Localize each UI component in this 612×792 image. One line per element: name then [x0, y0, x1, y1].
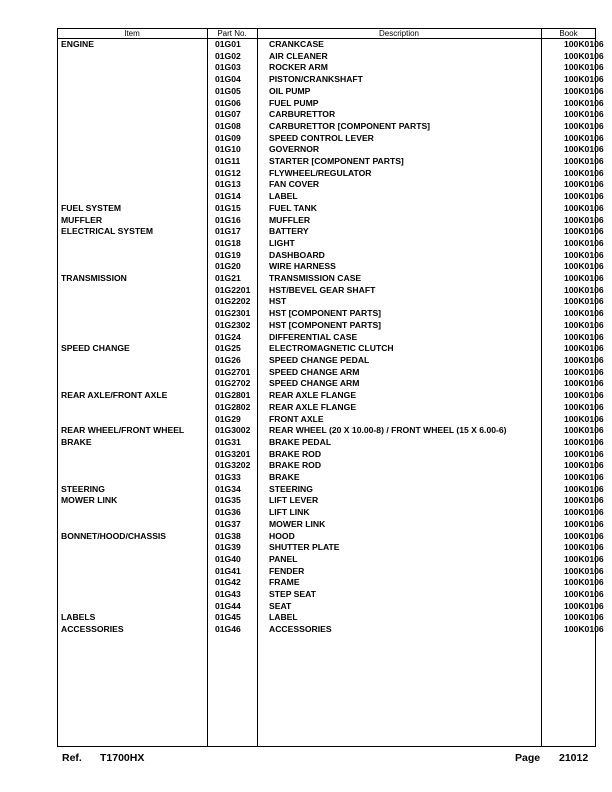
item-cell: [57, 109, 211, 121]
table-row: [57, 437, 612, 449]
description-cell: HOOD: [269, 530, 295, 541]
book-cell: 100K0106: [564, 284, 604, 295]
item-cell: [57, 519, 211, 531]
part-no-cell: 01G21: [215, 273, 241, 284]
table-row: [57, 589, 612, 601]
description-cell: STEERING: [269, 483, 313, 494]
item-cell: [57, 86, 211, 98]
item-cell: ELECTRICAL SYSTEM: [61, 226, 153, 237]
part-no-cell: 01G03: [215, 62, 241, 73]
book-cell: 100K0106: [564, 436, 604, 447]
table-row: [57, 51, 612, 63]
column-header-item: Item: [124, 29, 140, 38]
description-cell: WIRE HARNESS: [269, 261, 336, 272]
book-cell: 100K0106: [564, 331, 604, 342]
description-cell: FRONT AXLE: [269, 413, 324, 424]
item-cell: BONNET/HOOD/CHASSIS: [61, 530, 167, 541]
table-row: [57, 226, 612, 238]
footer-page-number: 21012: [559, 752, 589, 764]
book-cell: 100K0106: [564, 50, 604, 61]
table-row: [57, 343, 612, 355]
description-cell: BRAKE ROD: [269, 460, 322, 471]
description-cell: PANEL: [269, 553, 298, 564]
book-cell: 100K0106: [564, 378, 604, 389]
table-row: [57, 156, 612, 168]
part-no-cell: 01G2201: [215, 284, 251, 295]
part-no-cell: 01G05: [215, 85, 241, 96]
part-no-cell: 01G20: [215, 261, 241, 272]
book-cell: 100K0106: [564, 472, 604, 483]
book-cell: 100K0106: [564, 202, 604, 213]
item-cell: REAR WHEEL/FRONT WHEEL: [61, 425, 185, 436]
item-cell: [57, 74, 211, 86]
book-cell: 100K0106: [564, 624, 604, 635]
table-row: [57, 296, 612, 308]
table-row: [57, 425, 612, 437]
description-cell: SPEED CHANGE ARM: [269, 378, 360, 389]
table-row: [57, 250, 612, 262]
footer-page-label: Page: [515, 752, 541, 764]
book-cell: 100K0106: [564, 62, 604, 73]
part-no-cell: 01G14: [215, 191, 241, 202]
item-cell: [57, 250, 211, 262]
book-cell: 100K0106: [564, 483, 604, 494]
item-cell: STEERING: [61, 483, 105, 494]
table-row: [57, 378, 612, 390]
table-row: [57, 355, 612, 367]
table-row: [57, 261, 612, 273]
description-cell: LABEL: [269, 612, 298, 623]
table-row: [57, 624, 612, 636]
book-cell: 100K0106: [564, 507, 604, 518]
item-cell: [57, 577, 211, 589]
book-cell: 100K0106: [564, 120, 604, 131]
item-cell: [57, 144, 211, 156]
part-no-cell: 01G09: [215, 132, 241, 143]
table-row: [57, 414, 612, 426]
item-cell: [57, 179, 211, 191]
book-cell: 100K0106: [564, 530, 604, 541]
book-cell: 100K0106: [564, 565, 604, 576]
item-cell: [57, 367, 211, 379]
book-cell: 100K0106: [564, 542, 604, 553]
table-row: [57, 472, 612, 484]
description-cell: REAR WHEEL (20 X 10.00-8) / FRONT WHEEL (15 X 6.00-6): [269, 425, 507, 436]
part-no-cell: 01G24: [215, 331, 241, 342]
book-cell: 100K0106: [564, 273, 604, 284]
item-cell: [57, 601, 211, 613]
item-cell: [57, 332, 211, 344]
description-cell: HST [COMPONENT PARTS]: [269, 308, 382, 319]
table-row: [57, 144, 612, 156]
part-no-cell: 01G2802: [215, 401, 251, 412]
part-no-cell: 01G40: [215, 553, 241, 564]
part-no-cell: 01G13: [215, 179, 241, 190]
item-cell: [57, 98, 211, 110]
book-cell: 100K0106: [564, 249, 604, 260]
description-cell: BRAKE ROD: [269, 448, 322, 459]
part-no-cell: 01G2701: [215, 366, 251, 377]
description-cell: FRAME: [269, 577, 300, 588]
part-no-cell: 01G34: [215, 483, 241, 494]
item-cell: [57, 542, 211, 554]
part-no-cell: 01G39: [215, 542, 241, 553]
description-cell: AIR CLEANER: [269, 50, 328, 61]
book-cell: 100K0106: [564, 401, 604, 412]
item-cell: REAR AXLE/FRONT AXLE: [61, 390, 168, 401]
part-no-cell: 01G25: [215, 343, 241, 354]
book-cell: 100K0106: [564, 425, 604, 436]
item-cell: [57, 507, 211, 519]
item-cell: [57, 378, 211, 390]
item-cell: [57, 472, 211, 484]
book-cell: 100K0106: [564, 191, 604, 202]
part-no-cell: 01G38: [215, 530, 241, 541]
part-no-cell: 01G2702: [215, 378, 251, 389]
description-cell: LIGHT: [269, 237, 295, 248]
table-row: [57, 320, 612, 332]
item-cell: [57, 261, 211, 273]
item-cell: LABELS: [61, 612, 96, 623]
table-row: [57, 285, 612, 297]
part-no-cell: 01G2202: [215, 296, 251, 307]
item-cell: [57, 554, 211, 566]
description-cell: BRAKE: [269, 472, 300, 483]
part-no-cell: 01G26: [215, 354, 241, 365]
book-cell: 100K0106: [564, 366, 604, 377]
book-cell: 100K0106: [564, 495, 604, 506]
item-cell: [57, 156, 211, 168]
book-cell: 100K0106: [564, 308, 604, 319]
description-cell: STEP SEAT: [269, 589, 316, 600]
book-cell: 100K0106: [564, 518, 604, 529]
book-cell: 100K0106: [564, 85, 604, 96]
table-bottom-rule: [57, 746, 596, 747]
part-no-cell: 01G08: [215, 120, 241, 131]
item-cell: [57, 320, 211, 332]
table-row: [57, 554, 612, 566]
column-header-description: Description: [378, 29, 419, 38]
part-no-cell: 01G35: [215, 495, 241, 506]
parts-index-sheet: [57, 28, 604, 746]
footer-ref-label: Ref.: [62, 752, 82, 764]
item-cell: [57, 285, 211, 297]
table-row: [57, 367, 612, 379]
table-row: [57, 332, 612, 344]
description-cell: REAR AXLE FLANGE: [269, 401, 357, 412]
item-cell: [57, 168, 211, 180]
book-cell: 100K0106: [564, 343, 604, 354]
description-cell: SPEED CONTROL LEVER: [269, 132, 374, 143]
item-cell: TRANSMISSION: [61, 273, 127, 284]
description-cell: ELECTROMAGNETIC CLUTCH: [269, 343, 394, 354]
book-cell: 100K0106: [564, 237, 604, 248]
column-header-part-no: Part No.: [217, 29, 247, 38]
part-no-cell: 01G12: [215, 167, 241, 178]
description-cell: PISTON/CRANKSHAFT: [269, 74, 363, 85]
description-cell: LABEL: [269, 191, 298, 202]
table-row: [57, 495, 612, 507]
description-cell: ROCKER ARM: [269, 62, 328, 73]
book-cell: 100K0106: [564, 612, 604, 623]
table-row: [57, 86, 612, 98]
part-no-cell: 01G19: [215, 249, 241, 260]
description-cell: HST/BEVEL GEAR SHAFT: [269, 284, 376, 295]
book-cell: 100K0106: [564, 179, 604, 190]
table-row: [57, 308, 612, 320]
item-cell: ACCESSORIES: [61, 624, 124, 635]
table-row: [57, 191, 612, 203]
book-cell: 100K0106: [564, 214, 604, 225]
description-cell: FAN COVER: [269, 179, 320, 190]
table-row: [57, 121, 612, 133]
description-cell: FENDER: [269, 565, 305, 576]
part-no-cell: 01G01: [215, 39, 241, 49]
part-no-cell: 01G2301: [215, 308, 251, 319]
table-row: [57, 109, 612, 121]
description-cell: SPEED CHANGE PEDAL: [269, 354, 370, 365]
book-cell: 100K0106: [564, 226, 604, 237]
book-cell: 100K0106: [564, 319, 604, 330]
part-no-cell: 01G42: [215, 577, 241, 588]
description-cell: MUFFLER: [269, 214, 311, 225]
item-cell: [57, 296, 211, 308]
description-cell: CARBURETTOR: [269, 109, 336, 120]
description-cell: DASHBOARD: [269, 249, 325, 260]
description-cell: REAR AXLE FLANGE: [269, 390, 357, 401]
footer-model: T1700HX: [100, 752, 145, 764]
part-no-cell: 01G31: [215, 436, 241, 447]
table-row: [57, 612, 612, 624]
item-cell: [57, 414, 211, 426]
table-row: [57, 74, 612, 86]
book-cell: 100K0106: [564, 144, 604, 155]
table-row: [57, 577, 612, 589]
item-cell: [57, 133, 211, 145]
table-row: [57, 168, 612, 180]
table-row: [57, 484, 612, 496]
description-cell: HST: [269, 296, 287, 307]
part-no-cell: 01G37: [215, 518, 241, 529]
item-cell: [57, 449, 211, 461]
part-no-cell: 01G43: [215, 589, 241, 600]
item-cell: FUEL SYSTEM: [61, 202, 122, 213]
item-cell: [57, 566, 211, 578]
part-no-cell: 01G29: [215, 413, 241, 424]
table-row: [57, 238, 612, 250]
book-cell: 100K0106: [564, 74, 604, 85]
table-row: [57, 601, 612, 613]
part-no-cell: 01G02: [215, 50, 241, 61]
part-no-cell: 01G16: [215, 214, 241, 225]
item-cell: [57, 51, 211, 63]
table-row: [57, 98, 612, 110]
description-cell: OIL PUMP: [269, 85, 311, 96]
part-no-cell: 01G15: [215, 202, 241, 213]
part-no-cell: 01G41: [215, 565, 241, 576]
description-cell: CARBURETTOR [COMPONENT PARTS]: [269, 120, 431, 131]
parts-table-body: [57, 39, 612, 636]
book-cell: 100K0106: [564, 460, 604, 471]
part-no-cell: 01G04: [215, 74, 241, 85]
book-cell: 100K0106: [564, 132, 604, 143]
book-cell: 100K0106: [564, 390, 604, 401]
description-cell: FLYWHEEL/REGULATOR: [269, 167, 372, 178]
part-no-cell: 01G18: [215, 237, 241, 248]
book-cell: 100K0106: [564, 97, 604, 108]
item-cell: SPEED CHANGE: [61, 343, 130, 354]
part-no-cell: 01G17: [215, 226, 241, 237]
book-cell: 100K0106: [564, 156, 604, 167]
parts-table: [57, 39, 612, 636]
item-cell: ENGINE: [61, 39, 94, 49]
book-cell: 100K0106: [564, 553, 604, 564]
column-header-book: Book: [559, 29, 578, 38]
description-cell: FUEL TANK: [269, 202, 317, 213]
table-row: [57, 402, 612, 414]
book-cell: 100K0106: [564, 354, 604, 365]
description-cell: DIFFERENTIAL CASE: [269, 331, 358, 342]
table-row: [57, 507, 612, 519]
table-row: [57, 390, 612, 402]
table-row: [57, 62, 612, 74]
part-no-cell: 01G45: [215, 612, 241, 623]
description-cell: SHUTTER PLATE: [269, 542, 340, 553]
book-cell: 100K0106: [564, 261, 604, 272]
table-row: [57, 273, 612, 285]
item-cell: [57, 121, 211, 133]
book-cell: 100K0106: [564, 296, 604, 307]
book-cell: 100K0106: [564, 600, 604, 611]
part-no-cell: 01G3002: [215, 425, 251, 436]
table-row: [57, 449, 612, 461]
part-no-cell: 01G3201: [215, 448, 251, 459]
description-cell: GOVERNOR: [269, 144, 320, 155]
description-cell: ACCESSORIES: [269, 624, 332, 635]
book-cell: 100K0106: [564, 577, 604, 588]
part-no-cell: 01G10: [215, 144, 241, 155]
item-cell: [57, 62, 211, 74]
part-no-cell: 01G2801: [215, 390, 251, 401]
description-cell: BRAKE PEDAL: [269, 436, 332, 447]
item-cell: BRAKE: [61, 436, 92, 447]
description-cell: CRANKCASE: [269, 39, 324, 49]
part-no-cell: 01G06: [215, 97, 241, 108]
item-cell: MUFFLER: [61, 214, 103, 225]
item-cell: [57, 308, 211, 320]
book-cell: 100K0106: [564, 589, 604, 600]
item-cell: [57, 589, 211, 601]
table-row: [57, 566, 612, 578]
description-cell: BATTERY: [269, 226, 309, 237]
book-cell: 100K0106: [564, 413, 604, 424]
table-row: [57, 542, 612, 554]
description-cell: LIFT LINK: [269, 507, 310, 518]
book-cell: 100K0106: [564, 167, 604, 178]
table-row: [57, 531, 612, 543]
part-no-cell: 01G07: [215, 109, 241, 120]
book-cell: 100K0106: [564, 109, 604, 120]
table-row: [57, 460, 612, 472]
part-no-cell: 01G46: [215, 624, 241, 635]
part-no-cell: 01G11: [215, 156, 241, 167]
description-cell: LIFT LEVER: [269, 495, 319, 506]
table-row: [57, 215, 612, 227]
description-cell: TRANSMISSION CASE: [269, 273, 362, 284]
description-cell: SPEED CHANGE ARM: [269, 366, 360, 377]
item-cell: [57, 402, 211, 414]
description-cell: SEAT: [269, 600, 292, 611]
item-cell: [57, 355, 211, 367]
part-no-cell: 01G2302: [215, 319, 251, 330]
table-row: [57, 39, 612, 51]
book-cell: 100K0106: [564, 448, 604, 459]
book-cell: 100K0106: [564, 39, 604, 49]
table-row: [57, 179, 612, 191]
item-cell: MOWER LINK: [61, 495, 118, 506]
description-cell: STARTER [COMPONENT PARTS]: [269, 156, 404, 167]
part-no-cell: 01G33: [215, 472, 241, 483]
description-cell: HST [COMPONENT PARTS]: [269, 319, 382, 330]
table-row: [57, 133, 612, 145]
item-cell: [57, 460, 211, 472]
table-row: [57, 519, 612, 531]
part-no-cell: 01G3202: [215, 460, 251, 471]
item-cell: [57, 191, 211, 203]
item-cell: [57, 238, 211, 250]
table-row: [57, 203, 612, 215]
part-no-cell: 01G44: [215, 600, 241, 611]
part-no-cell: 01G36: [215, 507, 241, 518]
description-cell: MOWER LINK: [269, 518, 326, 529]
description-cell: FUEL PUMP: [269, 97, 319, 108]
